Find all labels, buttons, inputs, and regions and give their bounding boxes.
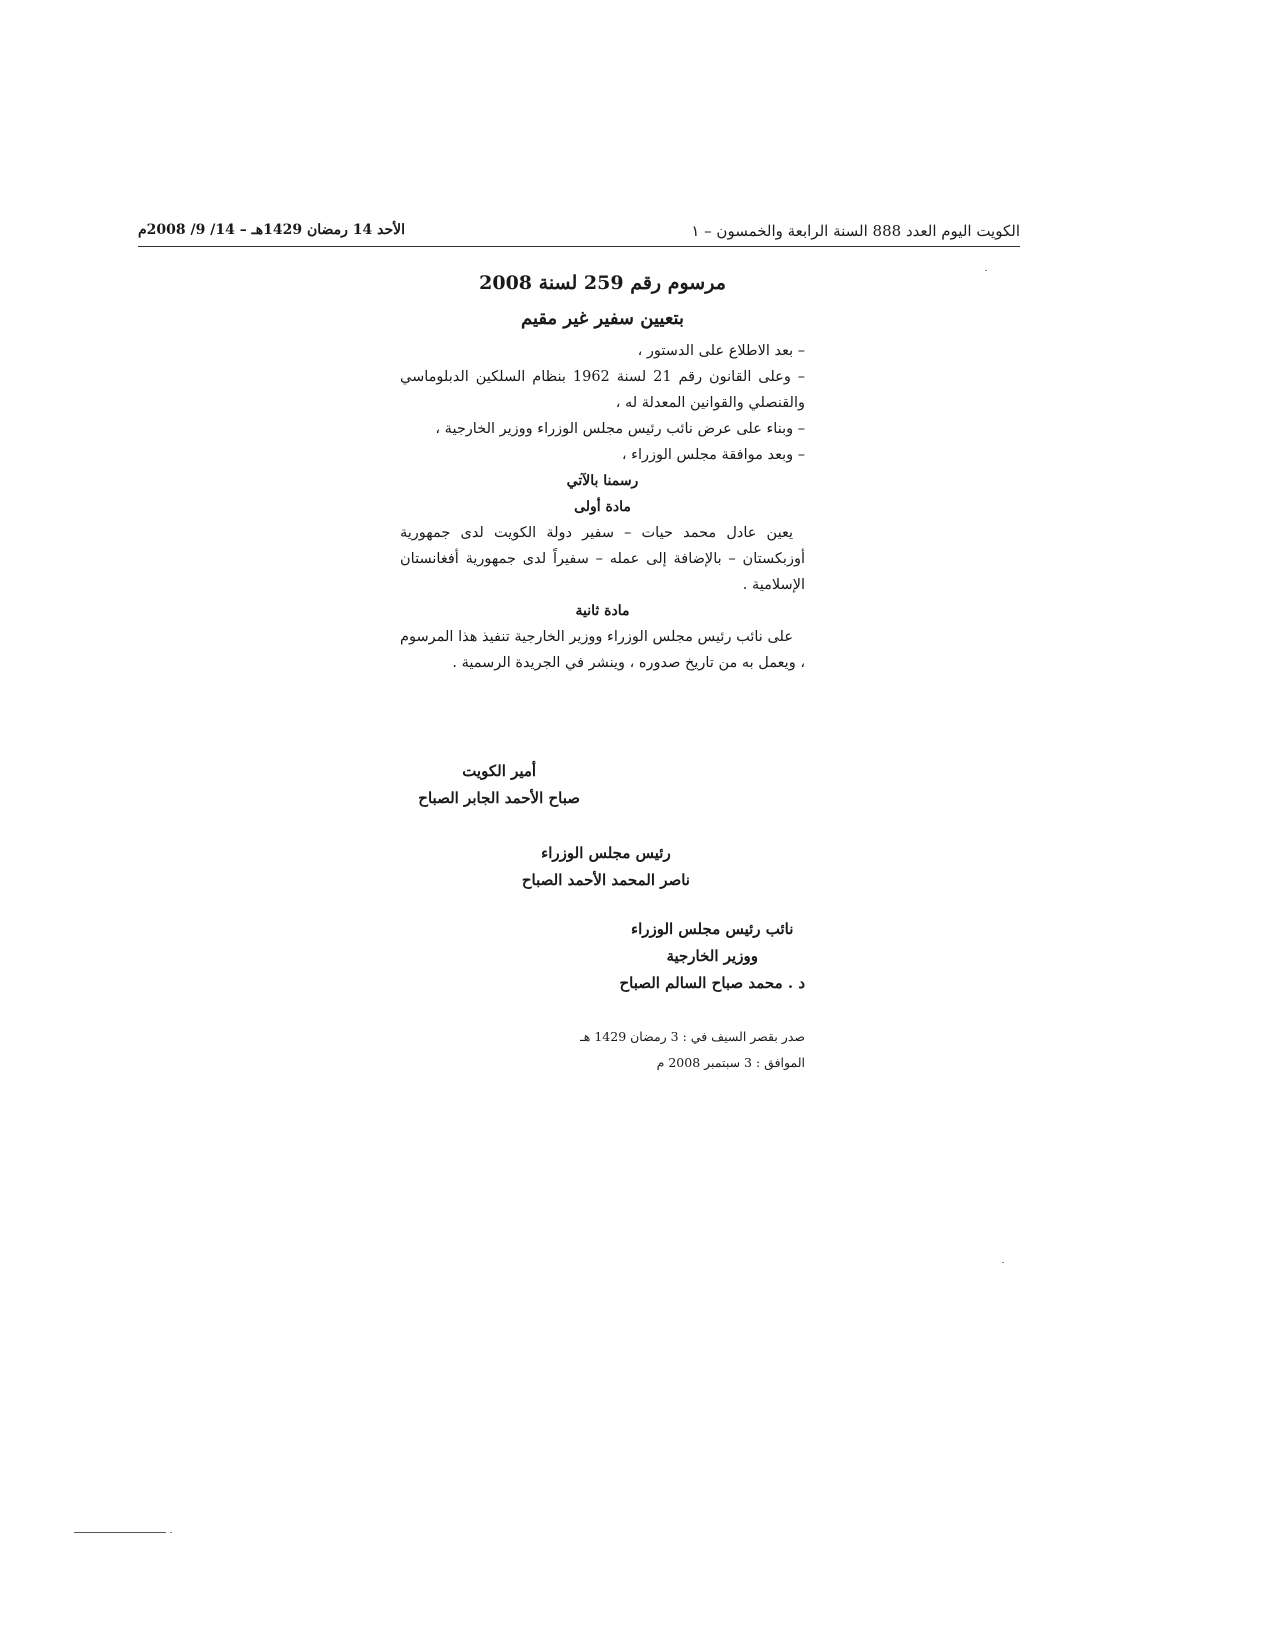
decree-subtitle: بتعيين سفير غير مقيم (521, 308, 684, 329)
signature-amir (418, 758, 580, 812)
signatory-name: ناصر المحمد الأحمد الصباح (521, 871, 690, 889)
page-header (138, 222, 1020, 247)
scan-speck (1002, 1262, 1004, 1263)
preamble-clause: – وعلى القانون رقم 21 لسنة 1962 بنظام السلكين الدبلوماسي والقنصلي والقوانين المعدلة له ، (400, 369, 805, 411)
scan-speck (985, 270, 987, 271)
footnote-divider (74, 1532, 166, 1533)
signatory-title: رئيس مجلس الوزراء (541, 844, 671, 862)
decree-body (400, 268, 805, 676)
article-1-heading: مادة أولى (574, 499, 631, 515)
issuance-details (580, 1024, 805, 1076)
enactment-formula: رسمنا بالآتي (566, 473, 639, 489)
preamble-clause: – وبناء على عرض نائب رئيس مجلس الوزراء ووزير الخارجية ، (435, 421, 805, 437)
signature-deputy-prime-minister (619, 916, 805, 997)
signatory-title: أمير الكويت (462, 762, 537, 780)
signatory-title: نائب رئيس مجلس الوزراء (631, 920, 794, 938)
signatory-name: د . محمد صباح السالم الصباح (619, 974, 805, 992)
scan-speck (170, 1532, 172, 1533)
signature-prime-minister (522, 840, 690, 894)
article-2-heading: مادة ثانية (575, 603, 630, 619)
preamble-clause: – وبعد موافقة مجلس الوزراء ، (621, 447, 805, 463)
article-2-text: على نائب رئيس مجلس الوزراء ووزير الخارجية تنفيذ هذا المرسوم ، ويعمل به من تاريخ صدوره ، وينشر في الجريدة الرسمية . (400, 629, 805, 671)
gazette-issue-info: الكويت اليوم العدد 888 السنة الرابعة والخمسون – ١ (691, 222, 1020, 240)
decree-title: مرسوم رقم 259 لسنة 2008 (479, 272, 726, 294)
issued-gregorian-date: الموافق : 3 سبتمبر 2008 م (656, 1055, 805, 1070)
signatory-name: صباح الأحمد الجابر الصباح (418, 789, 580, 807)
issued-place-date: صدر بقصر السيف في : 3 رمضان 1429 هـ (580, 1029, 805, 1044)
signatory-title-secondary: ووزير الخارجية (666, 947, 758, 965)
article-1-text: يعين عادل محمد حيات – سفير دولة الكويت لدى جمهورية أوزبكستان – بالإضافة إلى عمله – سفيراً لدى جمهورية أفغانستان الإسلامية . (400, 525, 805, 593)
preamble-clause: – بعد الاطلاع على الدستور ، (637, 343, 805, 359)
gazette-date: الأحد 14 رمضان 1429هـ – 14/ 9/ 2008م (138, 222, 406, 238)
